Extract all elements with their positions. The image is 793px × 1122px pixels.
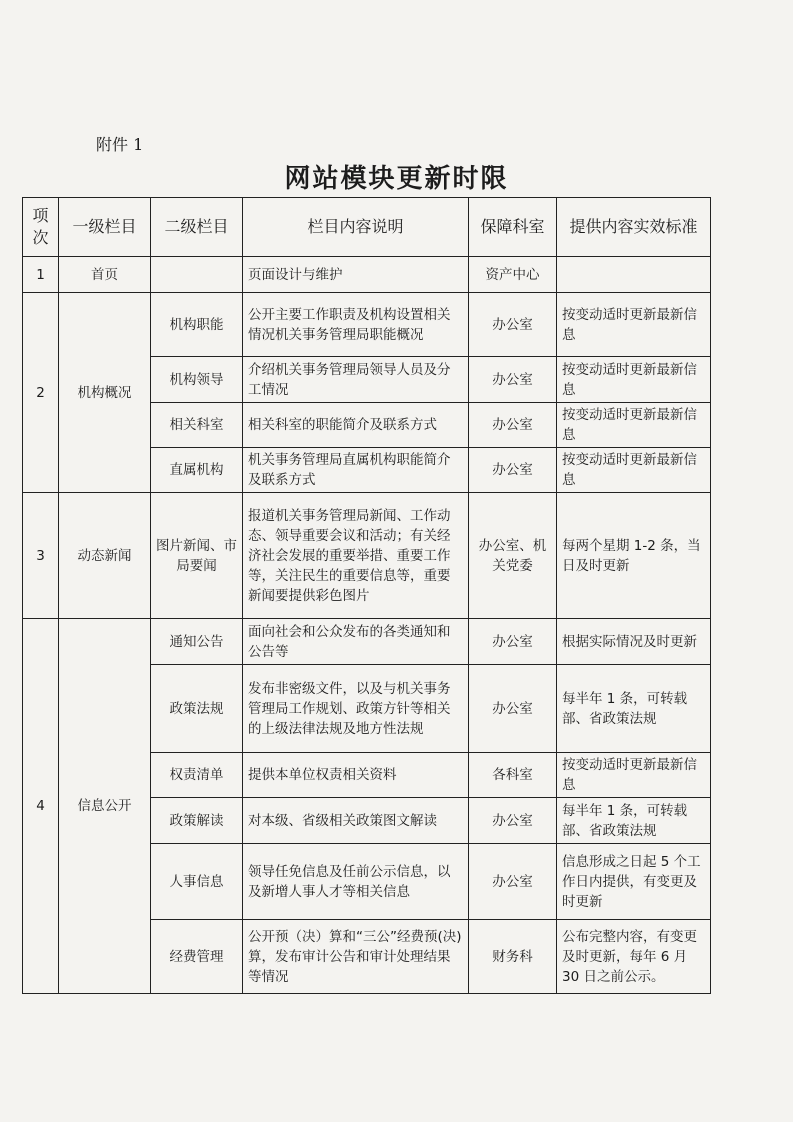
item-no: 4 [23, 619, 59, 994]
standard-cell: 按变动适时更新最新信息 [557, 357, 711, 403]
department-cell: 办公室 [469, 798, 557, 844]
standard-cell: 每两个星期 1-2 条，当日及时更新 [557, 493, 711, 619]
description-cell: 提供本单位权责相关资料 [243, 753, 469, 798]
item-no: 1 [23, 257, 59, 293]
description-cell: 机关事务管理局直属机构职能简介及联系方式 [243, 448, 469, 493]
description-cell: 公开预（决）算和“三公”经费预(决)算，发布审计公告和审计处理结果等情况 [243, 920, 469, 994]
department-cell: 办公室 [469, 619, 557, 665]
level2-column: 政策解读 [151, 798, 243, 844]
standard-cell: 信息形成之日起 5 个工作日内提供，有变更及时更新 [557, 844, 711, 920]
description-cell: 面向社会和公众发布的各类通知和公告等 [243, 619, 469, 665]
level1-column: 动态新闻 [59, 493, 151, 619]
standard-cell: 按变动适时更新最新信息 [557, 293, 711, 357]
header-description: 栏目内容说明 [243, 198, 469, 257]
item-no: 3 [23, 493, 59, 619]
item-no: 2 [23, 293, 59, 493]
level1-column: 信息公开 [59, 619, 151, 994]
department-cell: 办公室、机关党委 [469, 493, 557, 619]
table-row [23, 619, 711, 665]
department-cell: 办公室 [469, 448, 557, 493]
header-standard: 提供内容实效标准 [557, 198, 711, 257]
level2-column: 政策法规 [151, 665, 243, 753]
attachment-label: 附件 1 [96, 135, 144, 154]
standard-cell: 每半年 1 条，可转载部、省政策法规 [557, 798, 711, 844]
level2-column: 相关科室 [151, 403, 243, 448]
level1-column: 机构概况 [59, 293, 151, 493]
department-cell: 办公室 [469, 665, 557, 753]
description-cell: 对本级、省级相关政策图文解读 [243, 798, 469, 844]
description-cell: 介绍机关事务管理局领导人员及分工情况 [243, 357, 469, 403]
description-cell: 领导任免信息及任前公示信息，以及新增人事人才等相关信息 [243, 844, 469, 920]
department-cell: 办公室 [469, 293, 557, 357]
header-item-no: 项次 [23, 198, 59, 257]
standard-cell: 根据实际情况及时更新 [557, 619, 711, 665]
level2-column [151, 257, 243, 293]
table-row [23, 257, 711, 293]
level2-column: 经费管理 [151, 920, 243, 994]
level2-column: 机构领导 [151, 357, 243, 403]
standard-cell: 按变动适时更新最新信息 [557, 403, 711, 448]
description-cell: 发布非密级文件，以及与机关事务管理局工作规划、政策方针等相关的上级法律法规及地方性法规 [243, 665, 469, 753]
level2-column: 人事信息 [151, 844, 243, 920]
description-cell: 报道机关事务管理局新闻、工作动态、领导重要会议和活动；有关经济社会发展的重要举措、重要工作等，关注民生的重要信息等，重要新闻要提供彩色图片 [243, 493, 469, 619]
level2-column: 通知公告 [151, 619, 243, 665]
header-department: 保障科室 [469, 198, 557, 257]
standard-cell: 按变动适时更新最新信息 [557, 448, 711, 493]
department-cell: 办公室 [469, 844, 557, 920]
page-title: 网站模块更新时限 [284, 164, 509, 194]
level2-column: 机构职能 [151, 293, 243, 357]
department-cell: 财务科 [469, 920, 557, 994]
department-cell: 资产中心 [469, 257, 557, 293]
update-schedule-table [22, 197, 711, 994]
department-cell: 办公室 [469, 403, 557, 448]
standard-cell [557, 257, 711, 293]
department-cell: 办公室 [469, 357, 557, 403]
level2-column: 权责清单 [151, 753, 243, 798]
description-cell: 页面设计与维护 [243, 257, 469, 293]
header-level1: 一级栏目 [59, 198, 151, 257]
department-cell: 各科室 [469, 753, 557, 798]
header-level2: 二级栏目 [151, 198, 243, 257]
standard-cell: 按变动适时更新最新信息 [557, 753, 711, 798]
description-cell: 公开主要工作职责及机构设置相关情况机关事务管理局职能概况 [243, 293, 469, 357]
table-header-row [23, 198, 711, 257]
standard-cell: 公布完整内容，有变更及时更新，每年 6 月 30 日之前公示。 [557, 920, 711, 994]
level2-column: 直属机构 [151, 448, 243, 493]
level2-column: 图片新闻、市局要闻 [151, 493, 243, 619]
description-cell: 相关科室的职能简介及联系方式 [243, 403, 469, 448]
table-row [23, 293, 711, 357]
level1-column: 首页 [59, 257, 151, 293]
table-row [23, 493, 711, 619]
standard-cell: 每半年 1 条，可转载部、省政策法规 [557, 665, 711, 753]
